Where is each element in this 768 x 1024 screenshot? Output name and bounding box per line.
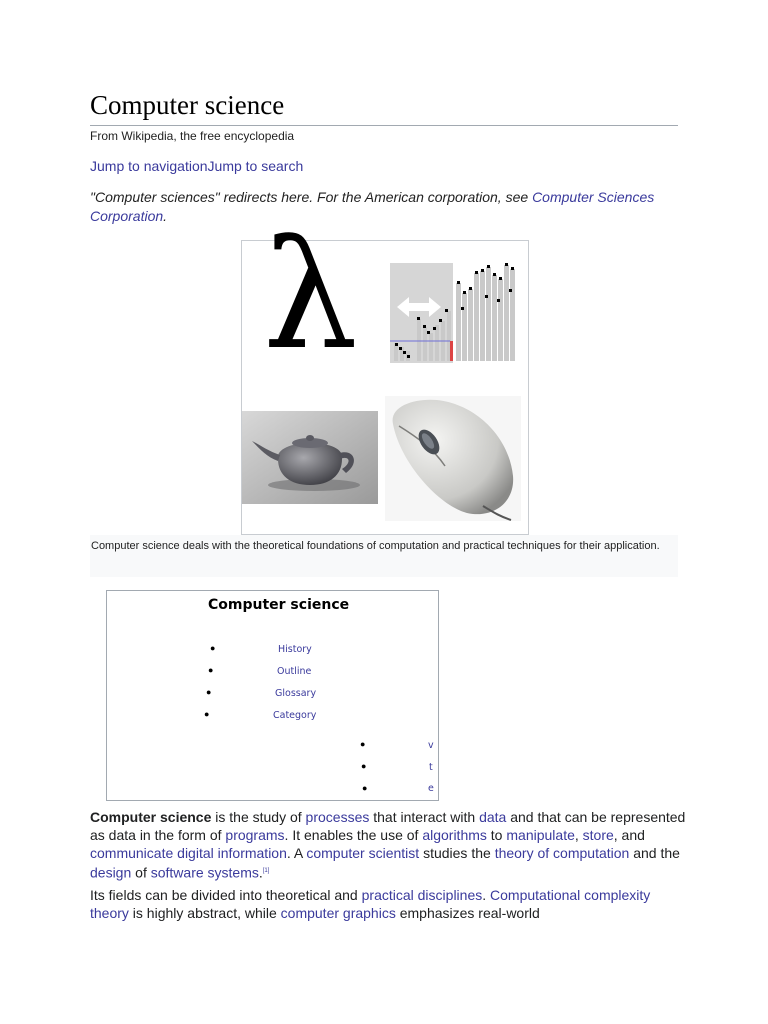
site-tagline: From Wikipedia, the free encyclopedia — [90, 129, 295, 143]
link-store[interactable]: store — [582, 827, 614, 843]
text: of — [131, 864, 151, 881]
text: to — [486, 827, 507, 843]
link-algorithms[interactable]: algorithms — [422, 827, 487, 843]
text: studies the — [419, 845, 495, 861]
intro-paragraph — [90, 808, 690, 882]
caption-text: Computer science deals with the theoretical foundations of computation and practical techniques for their application. — [91, 540, 660, 552]
lambda-symbol: λ — [263, 209, 359, 383]
link-programs[interactable]: programs — [225, 827, 285, 843]
link-practical-disciplines[interactable]: practical disciplines — [361, 887, 483, 903]
text: emphasizes real-world — [395, 905, 540, 921]
sorting-algorithm-image — [389, 263, 519, 363]
bold-term: Computer science — [90, 809, 212, 825]
hatnote-text: "Computer sciences" redirects here. For the American corporation, see — [90, 189, 533, 205]
hatnote — [90, 188, 680, 226]
text: that interact with — [369, 809, 480, 825]
text: . — [482, 887, 491, 903]
reference-link[interactable]: [1] — [262, 868, 270, 874]
list-bullet: ● — [208, 665, 214, 675]
navbox-link-history[interactable]: History — [278, 644, 312, 655]
link-data[interactable]: data — [479, 809, 507, 825]
image-caption — [90, 535, 678, 577]
link-software-systems[interactable]: software systems — [150, 864, 259, 881]
lead-image-collage[interactable] — [241, 209, 529, 535]
link-computer-scientist[interactable]: computer scientist — [306, 845, 420, 861]
link-manipulate[interactable]: manipulate — [506, 827, 575, 843]
text: is the study of — [211, 809, 306, 825]
text: , and — [613, 827, 645, 843]
link-theory-of-computation[interactable]: theory of computation — [494, 845, 630, 861]
link-communicate[interactable]: communicate — [90, 845, 174, 861]
computer-mouse-image — [385, 396, 521, 521]
navbox-link-glossary[interactable]: Glossary — [275, 688, 317, 699]
hatnote-suffix: . — [163, 208, 168, 224]
text: and that can be represented as data in the form of — [90, 809, 686, 843]
utah-teapot-image — [242, 411, 378, 504]
text: . A — [286, 845, 307, 861]
fields-paragraph — [90, 886, 690, 922]
navbox-talk-link[interactable]: t — [429, 762, 433, 773]
link-computer-graphics[interactable]: computer graphics — [280, 905, 396, 921]
navbox — [106, 590, 439, 801]
page-title: Computer science — [90, 90, 285, 120]
text: is highly abstract, while — [128, 905, 281, 921]
text: . It enables the use of — [284, 827, 423, 843]
jump-to-navigation-link[interactable]: Jump to navigation — [90, 158, 208, 174]
text: Its fields can be divided into theoretical and — [90, 887, 362, 903]
link-design[interactable]: design — [90, 864, 132, 881]
list-bullet: ● — [362, 783, 368, 793]
navbox-view-link[interactable]: v — [428, 740, 434, 751]
hatnote-link[interactable]: Computer Sciences Corporation — [90, 189, 655, 224]
navbox-link-category[interactable]: Category — [273, 710, 317, 721]
list-bullet: ● — [361, 761, 367, 771]
link-digital-information[interactable]: digital information — [177, 845, 287, 861]
list-bullet: ● — [360, 739, 366, 749]
jump-links — [90, 158, 303, 174]
list-bullet: ● — [204, 709, 210, 719]
text: , — [574, 827, 583, 843]
link-computational-complexity-theory[interactable]: Computational complexity theory — [90, 887, 651, 921]
text: . — [258, 864, 263, 881]
list-bullet: ● — [206, 687, 212, 697]
list-bullet: ● — [210, 643, 216, 653]
link-processes[interactable]: processes — [305, 809, 370, 825]
navbox-edit-link[interactable]: e — [428, 783, 434, 794]
navbox-link-outline[interactable]: Outline — [277, 666, 312, 677]
title-divider — [90, 125, 678, 126]
navbox-title: Computer science — [208, 597, 350, 613]
text: and the — [629, 845, 680, 861]
jump-to-search-link[interactable]: Jump to search — [207, 158, 304, 174]
